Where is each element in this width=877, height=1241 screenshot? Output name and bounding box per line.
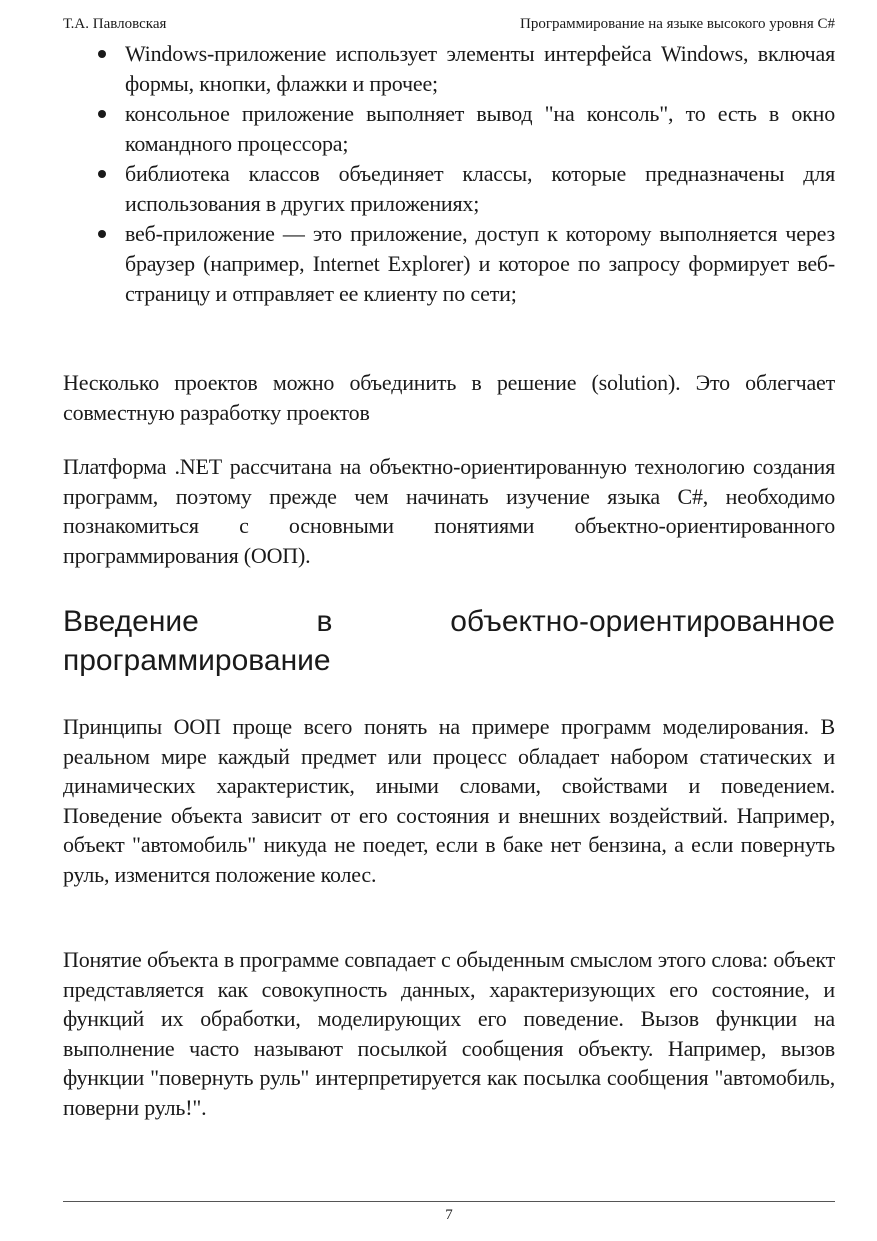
project-types-list (63, 39, 835, 309)
bullet-icon (98, 50, 106, 58)
bullet-icon (98, 110, 106, 118)
list-item (63, 219, 835, 309)
list-item-text: библиотека классов объединяет классы, которые предназначены для использования в других приложениях; (125, 161, 835, 216)
paragraph-solution: Несколько проектов можно объединить в решение (solution). Это облегчает совместную разработку проектов (63, 370, 835, 425)
paragraph-platform: Платформа .NET рассчитана на объектно-ориентированную технологию создания программ, поэтому прежде чем начинать изучение языка C#, необходимо познакомиться с основными понятиями объектно-ориентированного программирования (ООП). (63, 454, 835, 568)
list-item (63, 159, 835, 219)
document-page (63, 0, 835, 1241)
list-item-text: Windows-приложение использует элементы интерфейса Windows, включая формы, кнопки, флажки и прочее; (125, 41, 835, 96)
list-item (63, 39, 835, 99)
list-item-text: консольное приложение выполняет вывод "на консоль", то есть в окно командного процессора; (125, 101, 835, 156)
list-item (63, 99, 835, 159)
footer-divider (63, 1201, 835, 1202)
paragraph-principles: Принципы ООП проще всего понять на примере программ моделирования. В реальном мире каждый предмет или процесс обладает набором статических и динамических характеристик, иными словами, свойствами и поведением. Поведение объекта зависит от его состояния и внешних воздействий. Например, объект "автомобиль" никуда не поедет, если в баке нет бензина, а если повернуть руль, изменится положение колес. (63, 714, 835, 887)
running-header (63, 14, 835, 34)
header-author: Т.А. Павловская (63, 16, 167, 32)
page-number: 7 (445, 1207, 453, 1223)
header-book-title: Программирование на языке высокого уровня C# (520, 16, 835, 32)
bullet-icon (98, 170, 106, 178)
section-heading: Введение в объектно-ориентированное программирование (63, 605, 835, 677)
list-item-text: веб-приложение — это приложение, доступ к которому выполняется через браузер (например, Internet Explorer) и которое по запросу формирует веб-страницу и отправляет ее клиенту по сети; (125, 221, 835, 306)
bullet-icon (98, 230, 106, 238)
paragraph-object-concept: Понятие объекта в программе совпадает с обыденным смыслом этого слова: объект представляется как совокупность данных, характеризующих его состояние, и функций их обработки, моделирующих его поведение. Вызов функции на выполнение часто называют посылкой сообщения объекту. Например, вызов функции "повернуть руль" интерпретируется как посылка сообщения "автомобиль, поверни руль!". (63, 947, 835, 1120)
